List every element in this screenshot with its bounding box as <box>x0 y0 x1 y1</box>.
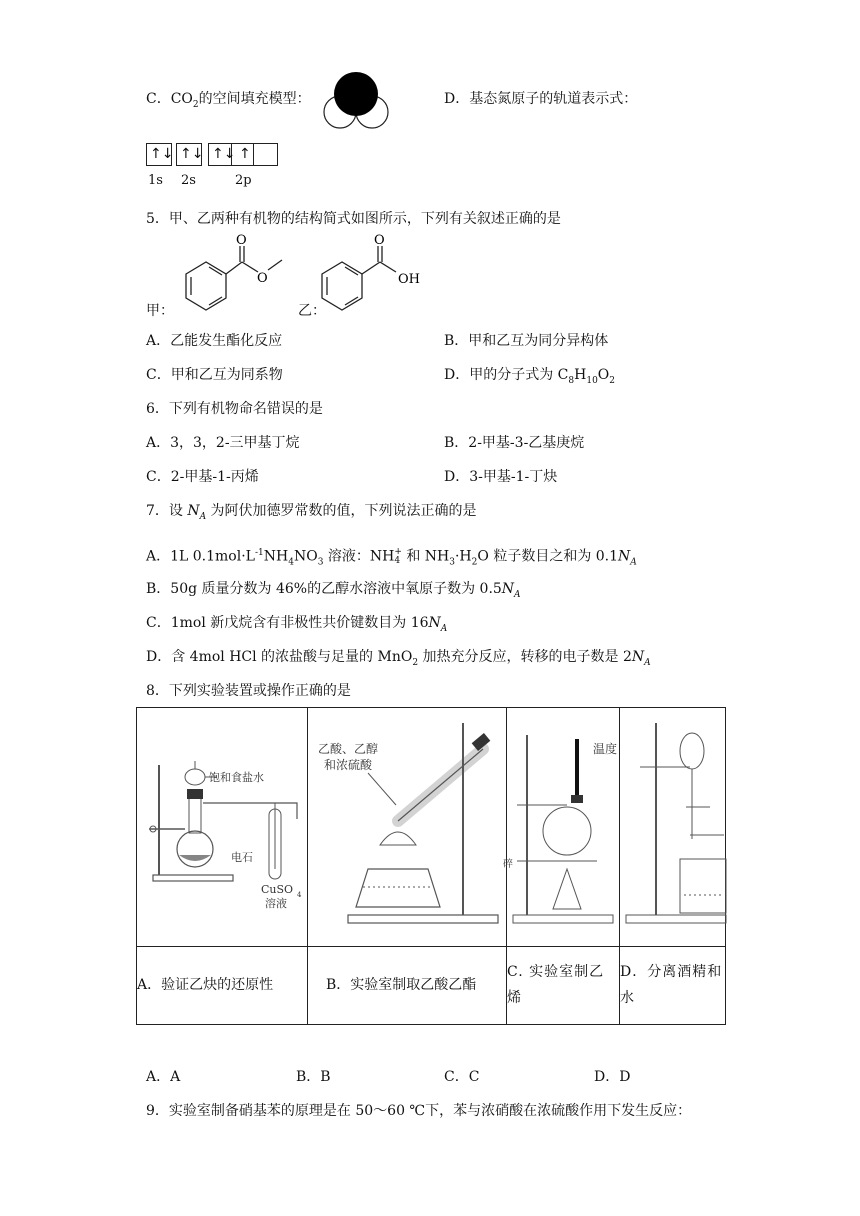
svg-text:饱和食盐水: 饱和食盐水 <box>209 770 264 784</box>
q8-stem: 8．下列实验装置或操作正确的是 <box>146 683 351 699</box>
q5-jia-label: 甲： <box>146 303 174 319</box>
q6-option-a: A．3，3，2-三甲基丁烷 <box>146 435 300 451</box>
q6-stem: 6．下列有机物命名错误的是 <box>146 401 323 417</box>
q9-stem: 9．实验室制备硝基苯的原理是在 50～60 ℃下，苯与浓硝酸在浓硫酸作用下发生反应： <box>146 1103 692 1119</box>
orbital-label-2s: 2s <box>181 173 196 188</box>
svg-text:O: O <box>257 271 268 286</box>
caption-d: D．分离酒精和水 <box>620 946 726 1024</box>
apparatus-a-figure <box>137 709 307 945</box>
svg-text:4: 4 <box>297 890 302 899</box>
apparatus-c-figure <box>503 709 619 945</box>
caption-b: B．实验室制取乙酸乙酯 <box>308 946 507 1024</box>
orbital-1s <box>146 143 172 166</box>
q6-option-d: D．3-甲基-1-丁炔 <box>444 469 558 485</box>
q6-option-b: B．2-甲基-3-乙基庚烷 <box>444 435 585 451</box>
q4-option-c: C．$CO_2$的空间填充模型： <box>146 91 311 110</box>
q5-option-b: B．甲和乙互为同分异构体 <box>444 333 609 349</box>
q8-choice-d: D．D <box>594 1069 631 1085</box>
svg-text:乙酸、乙醇: 乙酸、乙醇 <box>318 741 379 756</box>
apparatus-d-cell <box>620 708 726 947</box>
up-down-arrows-icon: ↑↓ <box>150 146 174 162</box>
q8-choice-b: B．B <box>296 1069 331 1085</box>
caption-c: C. 实验室制乙烯 <box>507 946 620 1024</box>
q7-option-a: A．1L $0.1mol\cdot L^{-1}NH_4NO_3$ 溶液：NH + 4 和 $NH_3\cdot H_2O$ 粒子数目之和为 $0.1N_A$ <box>146 546 637 568</box>
svg-text:温度: 温度 <box>593 741 618 756</box>
up-arrow-icon: ↑ <box>239 146 251 162</box>
svg-text:O: O <box>374 233 385 248</box>
q5-yi-label: 乙： <box>298 303 326 319</box>
q8-choice-c: C．C <box>444 1069 480 1085</box>
q7-option-d: D．含 4mol HCl 的浓盐酸与足量的 MnO$_2$ 加热充分反应，转移的电子数是 $2N_A$ <box>146 649 651 668</box>
apparatus-a-cell <box>137 708 308 947</box>
q7-option-b: B．50g 质量分数为 46%的乙醇水溶液中氧原子数为 $0.5N_A$ <box>146 581 521 600</box>
orbital-label-1s: 1s <box>148 173 163 188</box>
q4-option-d: D．基态氮原子的轨道表示式： <box>444 91 638 107</box>
apparatus-b-cell <box>308 708 507 947</box>
q6-option-c: C．2-甲基-1-丙烯 <box>146 469 259 485</box>
caption-a: A．验证乙炔的还原性 <box>137 946 308 1024</box>
svg-text:OH: OH <box>398 272 420 287</box>
q5-stem: 5．甲、乙两种有机物的结构简式如图所示，下列有关叙述正确的是 <box>146 211 561 227</box>
svg-text:碎: 碎 <box>503 858 513 870</box>
structure-yi-benzoic-acid <box>312 232 432 322</box>
q5-option-c: C．甲和乙互为同系物 <box>146 367 283 383</box>
svg-text:和浓硫酸: 和浓硫酸 <box>324 757 373 772</box>
orbital-label-2p: 2p <box>235 173 252 188</box>
apparatus-b-figure <box>308 709 506 945</box>
q7-stem: 7．设 $N_A$ 为阿伏加德罗常数的值，下列说法正确的是 <box>146 503 477 522</box>
orbital-2p <box>208 143 278 166</box>
apparatus-c-cell <box>503 708 620 947</box>
up-down-arrows-icon: ↑↓ <box>180 146 204 162</box>
svg-text:溶液: 溶液 <box>265 896 287 910</box>
svg-text:电石: 电石 <box>231 850 253 864</box>
svg-text:CuSO: CuSO <box>261 882 294 896</box>
apparatus-d-figure <box>620 709 725 945</box>
q5-option-a: A．乙能发生酯化反应 <box>146 333 283 349</box>
up-down-arrows-icon: ↑↓ <box>212 146 236 162</box>
q7-option-c: C．1mol 新戊烷含有非极性共价键数目为 $16N_A$ <box>146 615 448 634</box>
q8-choice-a: A．A <box>146 1069 181 1085</box>
co2-space-filling-model <box>318 70 394 128</box>
q5-option-d: D．甲的分子式为 $C_8H_{10}O_2$ <box>444 367 616 386</box>
structure-jia-methyl-benzoate <box>166 232 306 322</box>
q8-apparatus-table <box>136 707 726 1025</box>
svg-text:O: O <box>236 233 247 248</box>
orbital-2s <box>176 143 202 166</box>
